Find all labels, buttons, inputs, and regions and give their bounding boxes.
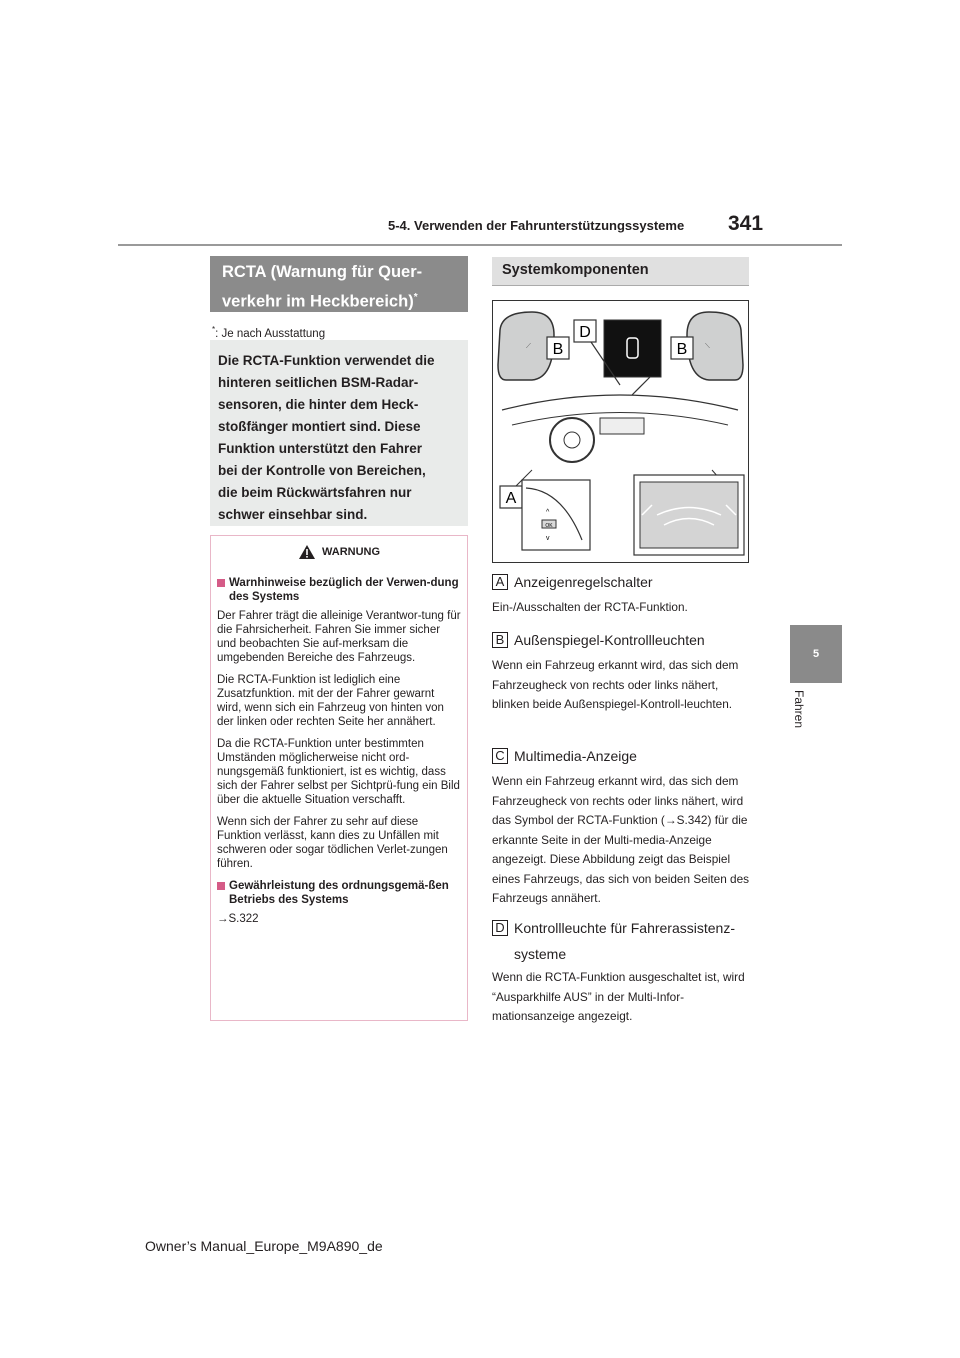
warning-paragraph: Wenn sich der Fahrer zu sehr auf diese Funktion verlässt, kann dies zu Unfällen mit schweren oder sogar tödlichen Verlet-zungen führen. <box>217 816 448 870</box>
warning-header <box>217 540 461 564</box>
letter-box: C <box>492 748 508 764</box>
bullet-square-icon <box>217 882 225 890</box>
warning-item <box>217 576 461 604</box>
warning-triangle-icon <box>298 544 316 560</box>
label-b-right-text: B <box>676 341 688 358</box>
letter-box: A <box>492 574 508 590</box>
header-divider <box>118 244 842 246</box>
rcta-title-mark: * <box>413 292 418 303</box>
warning-item-title: Gewährleistung des ordnungsgemä-ßen Betriebs des Systems <box>229 880 449 906</box>
component-title: Kontrollleuchte für Fahrerassistenz- <box>514 920 735 936</box>
chapter-label: Fahren <box>792 690 806 729</box>
component-body: Wenn ein Fahrzeug erkannt wird, das sich dem Fahrzeugheck von rechts oder links nähert, blinken beide Außenspiegel-Kontroll-leuchten. <box>492 658 739 711</box>
footnote <box>212 325 325 340</box>
component-c <box>492 746 752 909</box>
chevron-up-icon: ^ <box>546 509 550 516</box>
intro-line: stoßfänger montiert sind. Diese <box>218 419 421 434</box>
component-title-cont: systeme <box>514 946 567 962</box>
warning-paragraph: Da die RCTA-Funktion unter bestimmten Umständen möglicherweise nicht ord-nungsgemäß funktioniert, ist es wichtig, dass sich der Fahrer selbst per Sichtprü-fung ein Bild über die aktuelle Situation verschafft. <box>217 738 460 806</box>
warning-item-title: Warnhinweise bezüglich der Verwen-dung des Systems <box>229 577 459 603</box>
warning-box <box>210 535 468 1021</box>
component-body: Ein-/Ausschalten der RCTA-Funktion. <box>492 600 688 614</box>
chevron-down-icon: v <box>546 535 550 542</box>
component-body: Wenn die RCTA-Funktion ausgeschaltet ist, wird “Ausparkhilfe AUS” in der Multi-Infor-mationsanzeige angezeigt. <box>492 970 745 1023</box>
indicator-panel <box>604 320 661 377</box>
intro-line: Die RCTA-Funktion verwendet die <box>218 353 435 368</box>
mirror-icon: ⟋ <box>526 343 531 350</box>
component-title: Multimedia-Anzeige <box>514 748 637 764</box>
cockpit-diagram <box>492 300 749 563</box>
component-body: Wenn ein Fahrzeug erkannt wird, das sich dem Fahrzeugheck von rechts oder links nähert, wird das Symbol der RCTA-Funktion (→S.342) für die erkannte Seite in der Multi-media-Anzeige angezeigt. Diese Abbildung zeigt das Beispiel eines Fahrzeugs, das sich von beiden Seiten des Fahrzeugs annähert. <box>492 774 750 905</box>
component-d <box>492 918 752 1027</box>
mirror-icon: ⟍ <box>705 343 710 350</box>
footnote-mark: * <box>212 325 216 334</box>
letter-box: D <box>492 920 508 936</box>
rcta-section-title <box>210 256 468 312</box>
warning-paragraph: Der Fahrer trägt die alleinige Verantwor-tung für die Fahrsicherheit. Fahren Sie immer sicher und beobachten Sie auf-merksam die umgebenden Bereiche des Fahrzeugs. <box>217 610 461 664</box>
intro-line: schwer einsehbar sind. <box>218 507 368 522</box>
bullet-square-icon <box>217 579 225 587</box>
component-title: Anzeigenregelschalter <box>514 574 653 590</box>
component-b <box>492 630 752 715</box>
chapter-tab[interactable]: 5 <box>790 625 842 683</box>
label-d-text: D <box>579 324 591 341</box>
switch-inset <box>522 480 590 550</box>
components-title: Systemkomponenten <box>492 257 749 286</box>
rcta-title-line2: verkehr im Heckbereich) <box>222 292 414 311</box>
label-a-text: A <box>505 490 517 507</box>
footnote-text: : Je nach Ausstattung <box>215 327 326 340</box>
ok-button-text: OK <box>545 523 553 529</box>
component-title: Außenspiegel-Kontrollleuchten <box>514 632 705 648</box>
warning-item <box>217 879 461 907</box>
right-mirror <box>687 312 743 380</box>
section-header: 5-4. Verwenden der Fahrunterstützungssysteme <box>388 218 685 233</box>
page-number: 341 <box>728 212 764 235</box>
intro-line: Funktion unterstützt den Fahrer <box>218 441 422 456</box>
intro-box <box>210 340 468 526</box>
footer: Owner’s Manual_Europe_M9A890_de <box>145 1238 383 1254</box>
warning-heading: WARNUNG <box>321 546 381 558</box>
component-a <box>492 572 752 618</box>
intro-line: sensoren, die hinter dem Heck- <box>218 397 419 412</box>
warning-paragraph: Die RCTA-Funktion ist lediglich eine Zusatzfunktion. mit der der Fahrer gewarnt wird, wenn sich ein Fahrzeug von hinten von der linken oder rechten Seite her annähert. <box>217 674 444 728</box>
intro-line: hinteren seitlichen BSM-Radar- <box>218 375 419 390</box>
intro-line: die beim Rückwärtsfahren nur <box>218 485 412 500</box>
intro-line: bei der Kontrolle von Bereichen, <box>218 463 426 478</box>
page-reference[interactable]: →S.322 <box>217 913 259 925</box>
camera-view <box>640 482 738 548</box>
rcta-title-line1: RCTA (Warnung für Quer- <box>222 263 423 281</box>
label-b-left-text: B <box>552 341 564 358</box>
center-display <box>600 418 644 434</box>
letter-box: B <box>492 632 508 648</box>
